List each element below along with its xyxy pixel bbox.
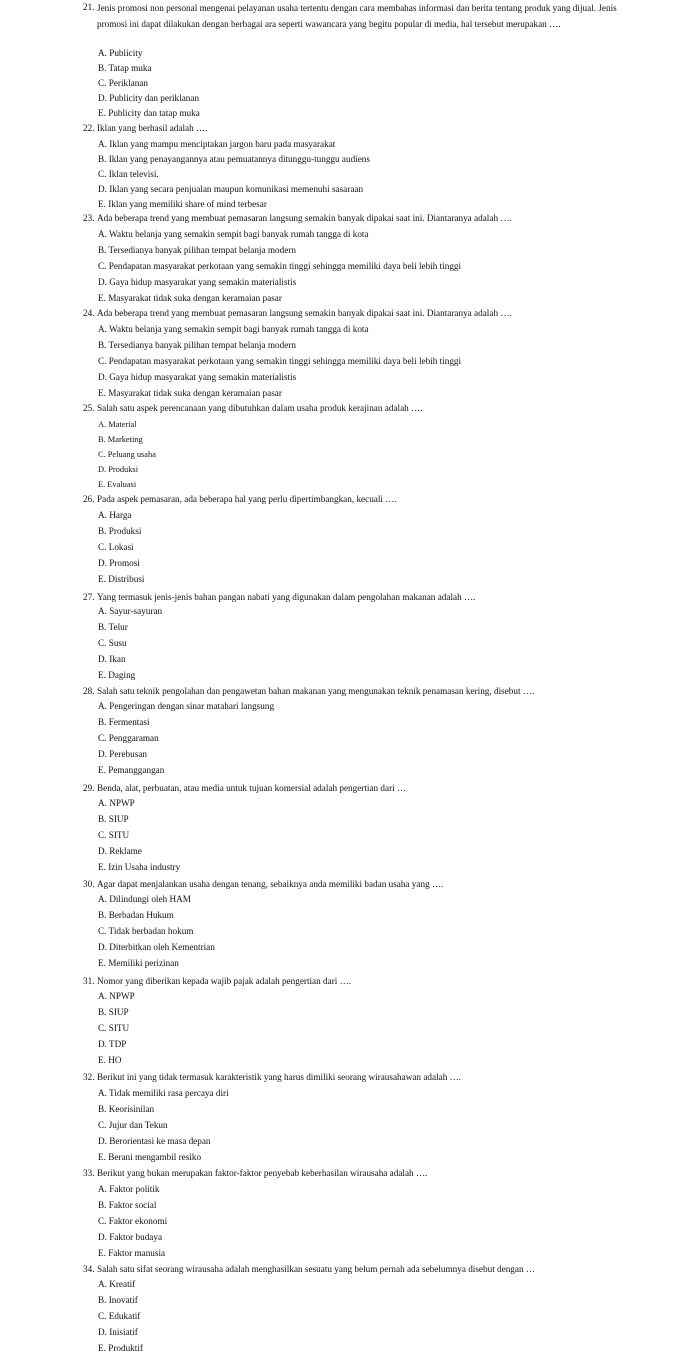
answer-option: D. Gaya hidup masyarakat yang semakin materialistis: [98, 372, 297, 382]
question-stem: Salah satu teknik pengolahan dan pengawetan bahan makanan yang mengunakan teknik penamasan kering, disebut ….: [97, 686, 535, 696]
question-number: 33.: [83, 1168, 95, 1178]
answer-option: B. Tersedianya banyak pilihan tempat belanja modern: [98, 245, 296, 255]
answer-option: A. Iklan yang mampu menciptakan jargon baru pada masyarakat: [98, 139, 336, 149]
answer-option: E. Berani mengambil resiko: [98, 1152, 202, 1162]
answer-option: D. Perebusan: [98, 749, 147, 759]
answer-option: B. Keorisinilan: [98, 1104, 155, 1114]
question-number: 25.: [83, 403, 95, 413]
answer-option: A. Pengeringan dengan sinar matahari langsung: [98, 701, 275, 711]
answer-option: B. SIUP: [98, 1007, 129, 1017]
answer-option: D. Gaya hidup masyarakat yang semakin materialistis: [98, 277, 297, 287]
answer-option: C. Periklanan: [98, 78, 149, 88]
question-stem: Berikut ini yang tidak termasuk karakteristik yang harus dimiliki seorang wirausahawan adalah ….: [97, 1072, 462, 1082]
question-stem: Jenis promosi non personal mengenai pelayanan usaha tertentu dengan cara membahas informasi dan berita tentang produk yang dijual. Jenis promosi ini dapat dilakukan dengan berbagai ara seperti wawancara yang begitu popular di media, hal tersebut merupakan ….: [97, 3, 617, 29]
question-stem: Salah satu aspek perencanaan yang dibutuhkan dalam usaha produk kerajinan adalah ….: [97, 403, 423, 413]
answer-option: E. Izin Usaha industry: [98, 862, 181, 872]
question-stem: Ada beberapa trend yang membuat pemasaran langsung semakin banyak dipakai saat ini. Diantaranya adalah ….: [97, 213, 512, 223]
answer-option: D. Reklame: [98, 846, 142, 856]
answer-option: A. Dilindungi oleh HAM: [98, 894, 191, 904]
answer-option: C. Jujur dan Tekun: [98, 1120, 168, 1130]
answer-option: D. Inisiatif: [98, 1327, 138, 1337]
answer-option: E. Pemanggangan: [98, 765, 165, 775]
answer-option: B. Produksi: [98, 526, 142, 536]
answer-option: A. NPWP: [98, 991, 135, 1001]
question-number: 28.: [83, 686, 95, 696]
answer-option: B. SIUP: [98, 814, 129, 824]
answer-option: E. HO: [98, 1055, 122, 1065]
question-number: 30.: [83, 879, 95, 889]
answer-option: B. Inovatif: [98, 1295, 138, 1305]
answer-option: E. Daging: [98, 670, 136, 680]
question-number: 24.: [83, 308, 95, 318]
answer-option: D. Produksi: [98, 465, 139, 474]
answer-option: D. Publicity dan periklanan: [98, 93, 200, 103]
question-stem: Yang termasuk jenis-jenis bahan pangan nabati yang digunakan dalam pengolahan makanan adalah ….: [97, 592, 476, 602]
answer-option: C. Tidak berbadan hokum: [98, 926, 194, 936]
answer-option: C. Edukatif: [98, 1311, 141, 1321]
answer-option: D. Iklan yang secara penjualan maupun komunikasi memenuhi sasaraan: [98, 184, 364, 194]
answer-option: C. Iklan televisi.: [98, 169, 159, 179]
question-stem: Pada aspek pemasaran, ada beberapa hal yang perlu dipertimbangkan, kecuali ….: [97, 494, 397, 504]
answer-option: A. Kreatif: [98, 1279, 136, 1289]
answer-option: C. Pendapatan masyarakat perkotaan yang semakin tinggi sehingga memiliki daya beli lebih tinggi: [98, 356, 462, 366]
answer-option: C. Pendapatan masyarakat perkotaan yang semakin tinggi sehingga memiliki daya beli lebih tinggi: [98, 261, 462, 271]
answer-option: E. Memiliki perizinan: [98, 958, 179, 968]
answer-option: C. Susu: [98, 638, 127, 648]
answer-option: D. Ikan: [98, 654, 126, 664]
question-number: 29.: [83, 783, 95, 793]
answer-option: B. Tatap muka: [98, 63, 152, 73]
question-number: 31.: [83, 976, 95, 986]
answer-option: B. Fermentasi: [98, 717, 150, 727]
question-stem: Salah satu sifat seorang wirausaha adalah menghasilkan sesuatu yang belum pernah ada sebelumnya disebut dengan …: [97, 1264, 536, 1274]
answer-option: B. Telur: [98, 622, 128, 632]
question-stem: Iklan yang berhasil adalah ….: [97, 123, 208, 133]
answer-option: A. NPWP: [98, 798, 135, 808]
answer-option: E. Masyarakat tidak suka dengan keramaian pasar: [98, 388, 282, 398]
answer-option: A. Publicity: [98, 48, 143, 58]
answer-option: C. Lokasi: [98, 542, 134, 552]
answer-option: C. SITU: [98, 830, 130, 840]
answer-option: B. Tersedianya banyak pilihan tempat belanja modern: [98, 340, 296, 350]
answer-option: A. Faktor politik: [98, 1184, 160, 1194]
question-number: 34.: [83, 1264, 95, 1274]
answer-option: D. Promosi: [98, 558, 140, 568]
answer-option: E. Produktif: [98, 1343, 143, 1353]
answer-option: D. Faktor budaya: [98, 1232, 163, 1242]
answer-option: B. Faktor social: [98, 1200, 157, 1210]
answer-option: E. Iklan yang memiliki share of mind terbesar: [98, 199, 267, 209]
question-number: 32.: [83, 1072, 95, 1082]
answer-option: A. Waktu belanja yang semakin sempit bagi banyak rumah tangga di kota: [98, 324, 369, 334]
answer-option: E. Evaluasi: [98, 480, 137, 489]
answer-option: A. Sayur-sayuran: [98, 606, 163, 616]
answer-option: D. Berorientasi ke masa depan: [98, 1136, 211, 1146]
answer-option: C. Peluang usaha: [98, 450, 156, 459]
answer-option: A. Waktu belanja yang semakin sempit bagi banyak rumah tangga di kota: [98, 229, 369, 239]
answer-option: B. Iklan yang penayangannya atau pemuatannya ditunggu-tunggu audiens: [98, 154, 370, 164]
question-stem: Nomor yang diberikan kepada wajib pajak adalah pengertian dari ….: [97, 976, 352, 986]
question-number: 22.: [83, 123, 95, 133]
question-stem: Agar dapat menjalankan usaha dengan tenang, sebaiknya anda memiliki badan usaha yang ….: [97, 879, 444, 889]
answer-option: E. Faktor manusia: [98, 1248, 166, 1258]
answer-option: D. TDP: [98, 1039, 127, 1049]
answer-option: A. Tidak memiliki rasa percaya diri: [98, 1088, 229, 1098]
answer-option: E. Distribusi: [98, 574, 145, 584]
question-number: 21.: [83, 2, 95, 12]
question-stem: Berikut yang bukan merupakan faktor-faktor penyebab keberhasilan wirausaha adalah ….: [97, 1168, 428, 1178]
question-number: 27.: [83, 592, 95, 602]
question-stem: Ada beberapa trend yang membuat pemasaran langsung semakin banyak dipakai saat ini. Diantaranya adalah ….: [97, 308, 512, 318]
answer-option: B. Berbadan Hukum: [98, 910, 174, 920]
question-number: 23.: [83, 213, 95, 223]
answer-option: E. Masyarakat tidak suka dengan keramaian pasar: [98, 293, 282, 303]
question-number: 26.: [83, 494, 95, 504]
answer-option: A. Harga: [98, 510, 132, 520]
answer-option: E. Publicity dan tatap muka: [98, 108, 200, 118]
question-stem: Benda, alat, perbuatan, atau media untuk tujuan komersial adalah pengertian dari …: [97, 783, 407, 793]
answer-option: A. Material: [98, 420, 137, 429]
answer-option: D. Diterbitkan oleh Kementrian: [98, 942, 215, 952]
answer-option: B. Marketing: [98, 435, 143, 444]
answer-option: C. Penggaraman: [98, 733, 159, 743]
answer-option: C. SITU: [98, 1023, 130, 1033]
answer-option: C. Faktor ekonomi: [98, 1216, 168, 1226]
